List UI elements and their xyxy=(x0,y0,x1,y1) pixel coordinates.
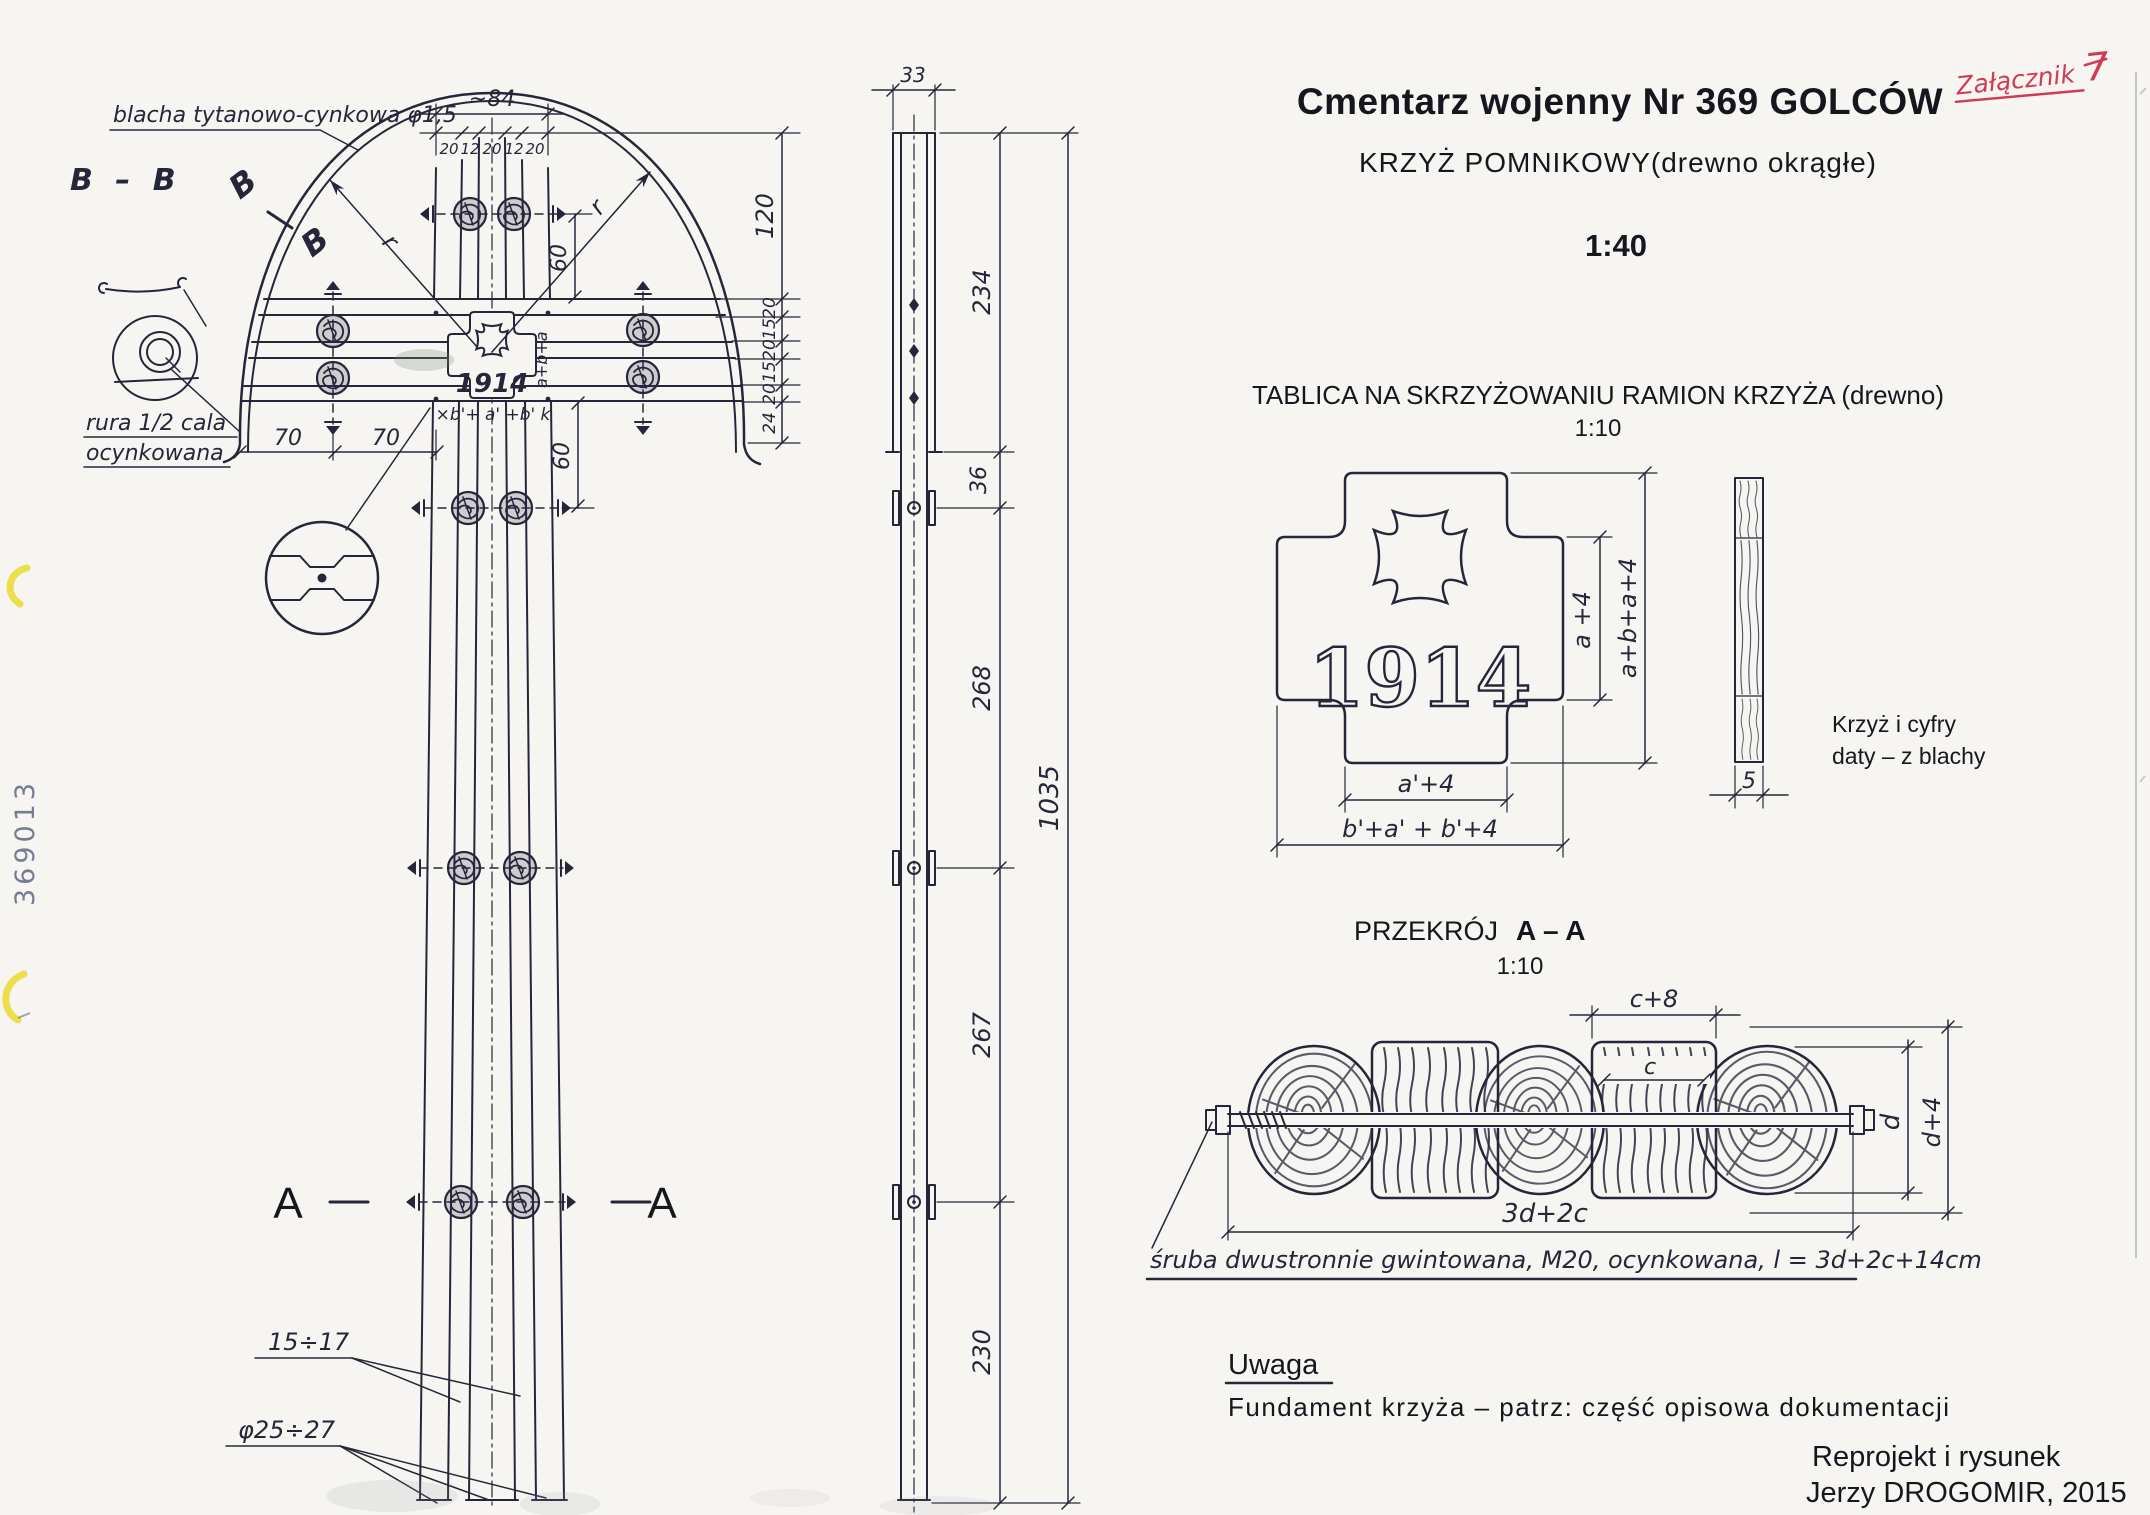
scan-smudge xyxy=(394,349,454,371)
dim-top-row: 20 xyxy=(439,140,459,158)
scan-smudge xyxy=(750,1489,830,1507)
bolt xyxy=(498,198,530,230)
small-plaque-year: 1914 xyxy=(455,369,529,399)
dim-267: 267 xyxy=(968,1012,996,1058)
dim-stack: 15 xyxy=(760,361,780,383)
pipe-note-line2: ocynkowana xyxy=(86,441,224,466)
dim-stack: 20 xyxy=(760,383,780,405)
remarks-body: Fundament krzyża – patrz: część opisowa dokumentacji xyxy=(1228,1392,1951,1422)
bolt xyxy=(627,361,659,393)
dim-top-row: 20 xyxy=(482,140,502,158)
bolt xyxy=(454,198,486,230)
plaque-material-note-1: Krzyż i cyfry xyxy=(1832,711,1956,737)
dim-thickness: 5 xyxy=(1742,769,1756,794)
dim-arm-width: a'+4 xyxy=(1397,770,1455,798)
dim-stack: 20 xyxy=(760,297,780,319)
plaque-side-strip xyxy=(1710,478,1788,808)
post-diameter-callouts xyxy=(226,1328,546,1503)
inventory-stamp: 369013 xyxy=(10,778,41,906)
page-title: Cmentarz wojenny Nr 369 GOLCÓW xyxy=(1296,81,1944,122)
dim-stack: 20 xyxy=(760,339,780,361)
bolt-note-text: śruba dwustronnie gwintowana, M20, ocynkowana, l = 3d+2c+14cm xyxy=(1150,1246,1982,1274)
section-scale: 1:10 xyxy=(1496,953,1544,980)
plaque-detail-title: TABLICA NA SKRZYŻOWANIU RAMION KRZYŻA (drewno) xyxy=(1251,380,1945,410)
dim-c8: c+8 xyxy=(1629,985,1679,1013)
post-top-dia-label: 15÷17 xyxy=(268,1328,350,1356)
rod-marker xyxy=(909,298,919,312)
dim-70a: 70 xyxy=(274,426,302,451)
dim-top-row: 20 xyxy=(525,140,545,158)
cross-section-detail xyxy=(1147,915,1982,1279)
radius-label: r xyxy=(376,228,405,255)
dim-stack: 15 xyxy=(760,318,780,340)
dim-3d2c: 3d+2c xyxy=(1502,1199,1588,1229)
yellow-highlight-mark xyxy=(6,974,24,1020)
bolt xyxy=(507,1186,539,1218)
dim-234: 234 xyxy=(968,269,996,315)
credit xyxy=(1806,1441,2127,1509)
scan-smudge xyxy=(326,1480,458,1512)
plaque-detail xyxy=(1252,380,1986,857)
iron-cross-icon xyxy=(1374,511,1466,603)
plaque-detail-scale: 1:10 xyxy=(1574,415,1622,442)
dim-arm-height: a +4 xyxy=(1568,591,1596,649)
plaque-width-dim: ×b'+ a' +b' k xyxy=(435,405,551,425)
drawing-scale: 1:40 xyxy=(1584,228,1648,263)
sheet-metal-label: blacha tytanowo-cynkowa φ1,5 xyxy=(113,103,457,128)
front-view xyxy=(70,87,800,1510)
rod-marker xyxy=(909,344,919,358)
plaque-year: 1914 xyxy=(1308,631,1532,725)
bolt xyxy=(317,315,349,347)
side-dimensions xyxy=(872,63,1080,1509)
dim-stack: 24 xyxy=(760,412,780,434)
dim-arc-height: 120 xyxy=(751,193,779,239)
small-plaque xyxy=(394,311,550,402)
section-bb-arc-b: B xyxy=(221,161,265,207)
dim-top-row: 12 xyxy=(504,140,524,158)
wood-grain xyxy=(1739,481,1759,759)
side-view xyxy=(872,63,1080,1512)
pipe-note-line1: rura 1/2 cala xyxy=(86,411,227,436)
front-inner-dimensions xyxy=(547,210,594,512)
dim-d4: d+4 xyxy=(1918,1096,1946,1148)
section-a-right: A xyxy=(647,1179,677,1228)
margin-marks xyxy=(6,72,2146,1515)
plaque-height-dim: a+b+a xyxy=(532,331,551,388)
section-bb-label: B – B xyxy=(70,163,182,198)
dim-33: 33 xyxy=(900,63,926,87)
remarks-heading: Uwaga xyxy=(1228,1349,1319,1381)
dim-top-width: ~84 xyxy=(468,87,516,112)
bolt xyxy=(448,852,480,884)
credit-line1: Reprojekt i rysunek xyxy=(1812,1441,2061,1473)
plaque-material-note-2: daty – z blachy xyxy=(1832,743,1986,769)
dim-total-width: b'+a' + b'+4 xyxy=(1342,815,1498,843)
remarks xyxy=(1226,1349,1951,1422)
dim-60-lower: 60 xyxy=(550,442,575,470)
rod-marker xyxy=(909,391,919,405)
dim-d: d xyxy=(1876,1113,1906,1131)
sheet-metal-note xyxy=(110,103,457,150)
dim-top-row: 12 xyxy=(460,140,480,158)
page-subtitle: KRZYŻ POMNIKOWY(drewno okrągłe) xyxy=(1359,147,1877,178)
dim-1035: 1035 xyxy=(1035,764,1065,832)
bolt xyxy=(627,314,659,346)
dim-230: 230 xyxy=(968,1329,996,1375)
post-bottom-dia-label: φ25÷27 xyxy=(238,1416,336,1444)
dim-268: 268 xyxy=(968,665,996,711)
attachment-stamp xyxy=(1952,44,2112,104)
credit-line2: Jerzy DROGOMIR, 2015 xyxy=(1806,1477,2127,1509)
bolt xyxy=(445,1186,477,1218)
scan-smudge xyxy=(880,1496,996,1515)
dim-60-upper: 60 xyxy=(547,244,572,272)
attachment-number: 7 xyxy=(2082,43,2112,91)
title-block xyxy=(1297,44,2112,263)
front-top-dimensions xyxy=(420,87,800,158)
yellow-highlight-mark xyxy=(10,568,27,604)
radius-label: r xyxy=(583,194,612,220)
front-70-dimensions xyxy=(234,426,443,460)
dim-70b: 70 xyxy=(372,426,400,451)
dim-total-height: a+b+a+4 xyxy=(1614,557,1642,679)
scan-smudge xyxy=(520,1492,600,1515)
dim-c: c xyxy=(1643,1055,1657,1080)
section-bb-arc-b: B xyxy=(293,219,337,265)
bolt xyxy=(452,492,484,524)
bolt xyxy=(504,852,536,884)
bolt xyxy=(317,362,349,394)
section-title: PRZEKRÓJ xyxy=(1353,916,1498,946)
section-title-mark: A – A xyxy=(1516,915,1586,946)
bolt xyxy=(500,492,532,524)
attachment-label: Załącznik xyxy=(1954,59,2077,101)
section-a-left: A xyxy=(273,1179,303,1228)
sheet-curl-detail xyxy=(99,278,186,293)
dim-36: 36 xyxy=(967,466,992,494)
